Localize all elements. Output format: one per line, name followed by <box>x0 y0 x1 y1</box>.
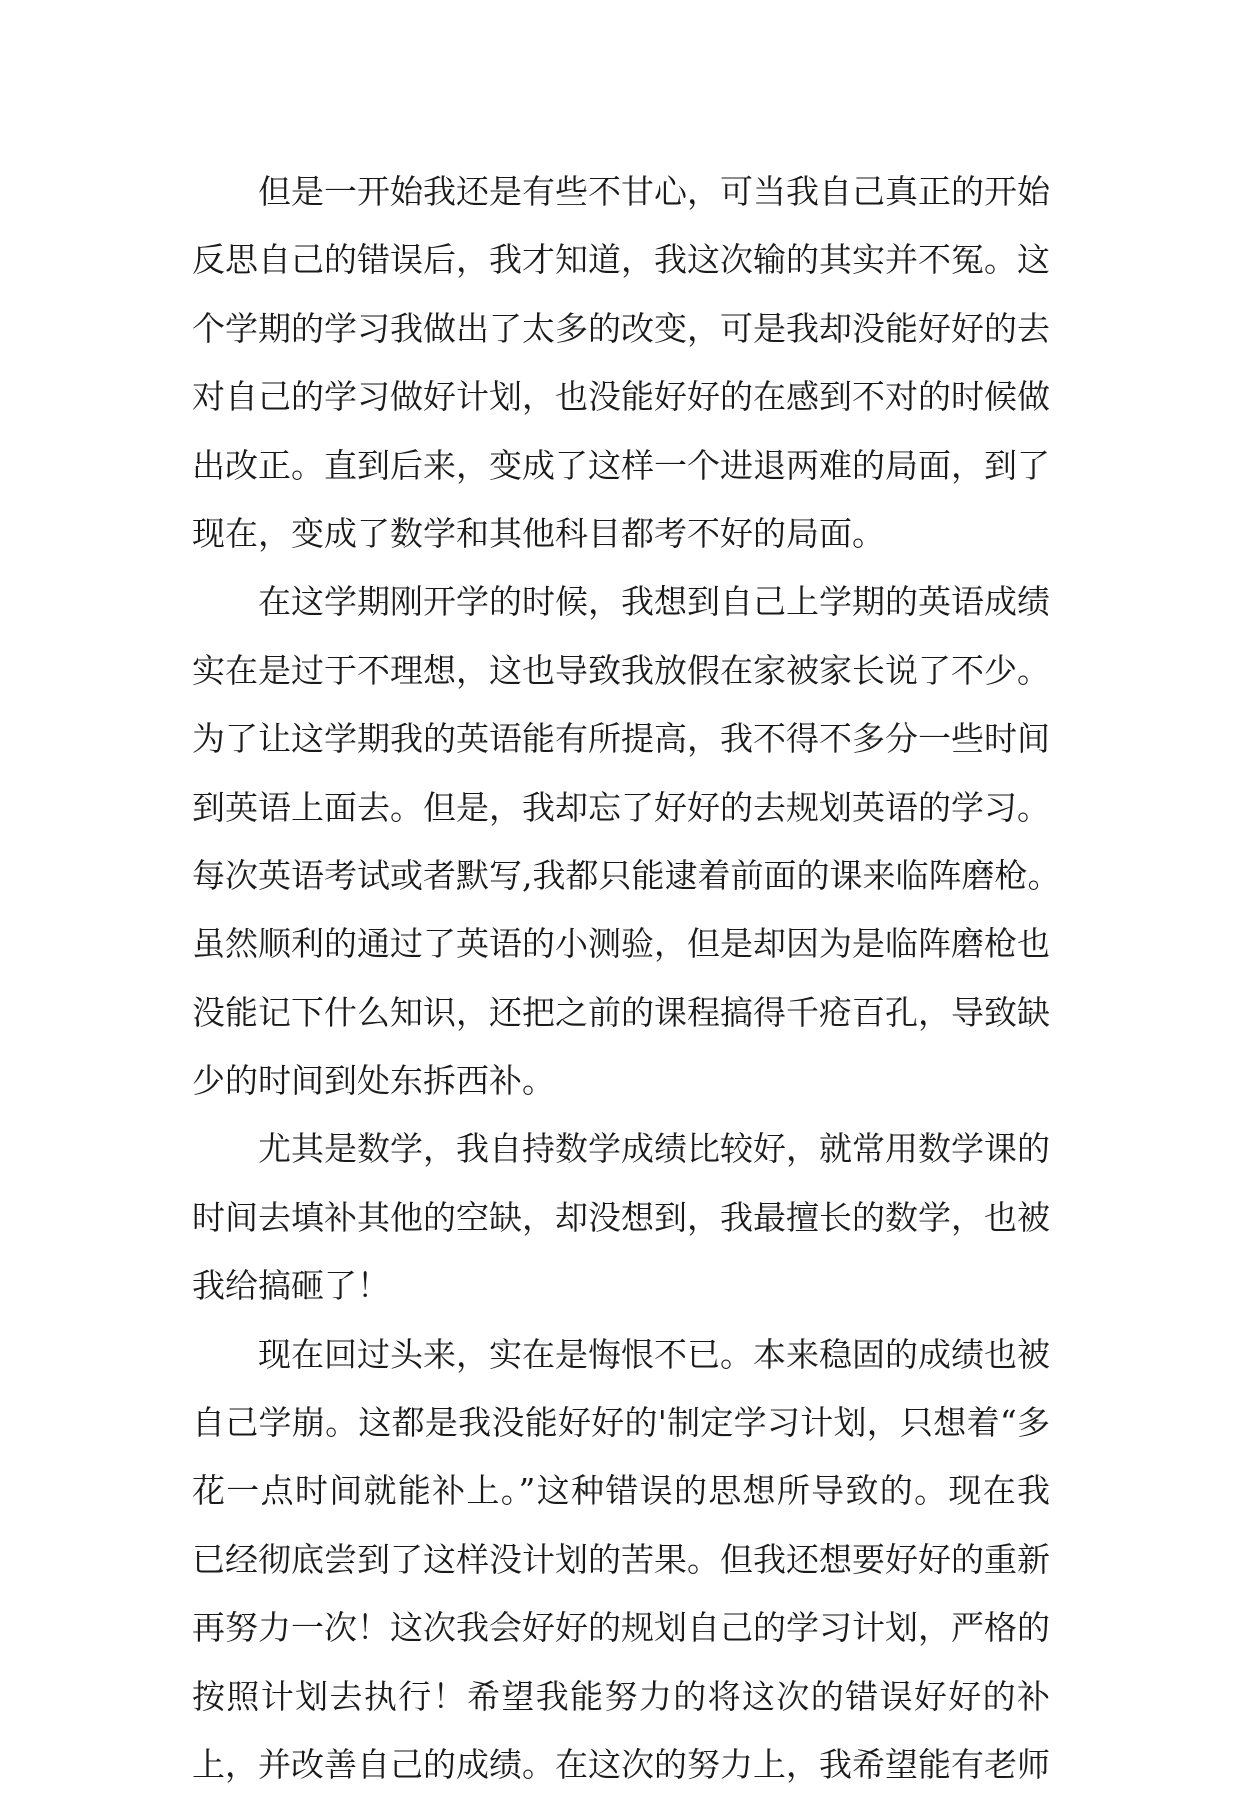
text-line: 没能记下什么知识，还把之前的课程搞得千疮百孔，导致缺 <box>192 992 1050 1032</box>
text-line: 到英语上面去。但是，我却忘了好好的去规划英语的学习。 <box>192 787 1050 827</box>
text-line: 已经彻底尝到了这样没计划的苦果。但我还想要好好的重新 <box>192 1539 1050 1579</box>
text-line: 按照计划去执行！希望我能努力的将这次的错误好好的补 <box>192 1676 1050 1716</box>
text-line: 每次英语考试或者默写,我都只能逮着前面的课来临阵磨枪。 <box>192 855 1061 895</box>
text-line: 个学期的学习我做出了太多的改变，可是我却没能好好的去 <box>192 308 1050 348</box>
text-line: 时间去填补其他的空缺，却没想到，我最擅长的数学，也被 <box>192 1197 1050 1237</box>
text-line: 少的时间到处东拆西补。 <box>192 1061 555 1101</box>
text-line: 上，并改善自己的成绩。在这次的努力上，我希望能有老师 <box>192 1744 1050 1784</box>
text-line: 在这学期刚开学的时候，我想到自己上学期的英语成绩 <box>258 582 1050 622</box>
text-line: 我给搞砸了！ <box>192 1266 390 1306</box>
text-line: 但是一开始我还是有些不甘心，可当我自己真正的开始 <box>258 172 1050 211</box>
document-body <box>192 158 1061 1799</box>
text-line: 虽然顺利的通过了英语的小测验，但是却因为是临阵磨枪也 <box>192 924 1050 964</box>
text-line: 再努力一次！这次我会好好的规划自己的学习计划，严格的 <box>192 1608 1050 1648</box>
text-line: 花一点时间就能补上。”这种错误的思想所导致的。现在我 <box>192 1471 1050 1511</box>
text-line: 为了让这学期我的英语能有所提高，我不得不多分一些时间 <box>192 719 1050 759</box>
text-line: 反思自己的错误后，我才知道，我这次输的其实并不冤。这 <box>192 240 1050 280</box>
text-line: 出改正。直到后来，变成了这样一个进退两难的局面，到了 <box>192 445 1050 485</box>
text-line: 实在是过于不理想，这也导致我放假在家被家长说了不少。 <box>192 650 1050 690</box>
text-line: 现在，变成了数学和其他科目都考不好的局面。 <box>192 513 885 553</box>
text-line: 自己学崩。这都是我没能好好的'制定学习计划，只想着“多 <box>192 1403 1050 1443</box>
text-line: 对自己的学习做好计划，也没能好好的在感到不对的时候做 <box>192 377 1050 417</box>
text-line: 尤其是数学，我自持数学成绩比较好，就常用数学课的 <box>258 1129 1050 1169</box>
text-line: 现在回过头来，实在是悔恨不已。本来稳固的成绩也被 <box>258 1334 1050 1374</box>
